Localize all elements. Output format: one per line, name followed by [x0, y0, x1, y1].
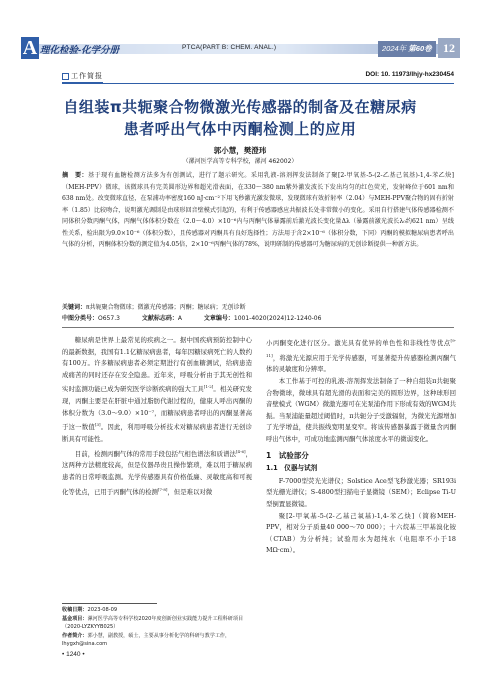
- clc-label: 中图分类号：: [62, 315, 99, 322]
- paragraph-text: ，这两种方法精度较高，但是仪器昂贵且操作繁琐，难以用于糖尿病患者的日常呼吸监测。光学传感器具有价格低廉、灵敏度高和可视化等优点，已用于丙酮气体的检测: [62, 449, 253, 496]
- body-column-left: [62, 335, 252, 498]
- paragraph-text: 目前，检测丙酮气体的常用手段包括气相色谱法和质谱法: [74, 449, 236, 458]
- paragraph: F-7000型荧光光谱仪；Solstice Ace型飞秒激光器；SR193i型光栅光谱仪；S-4800型扫描电子显微镜（SEM）；Eclipse Ti-U型倒置显微镜。: [266, 476, 456, 508]
- journal-header: [0, 37, 480, 59]
- citation[interactable]: [3]: [94, 422, 101, 428]
- section-heading: 1 试验部分: [266, 450, 309, 460]
- citation[interactable]: [4-6]: [236, 448, 246, 454]
- footnote-rule: [62, 603, 157, 604]
- article-number-item: [204, 315, 322, 322]
- abstract-text: 基于现有血糖检测方法多为有创测试，进行了题示研究。采用乳液-溶剂挥发法制备了聚[2-甲氧基-5-(2-乙基己氧基)-1,4-苯乙炔]（MEH-PPV）微球，该微球具有完美圆形边界和超光滑表面，在330～380 nm紫外激发波长下发出均匀的红色荧光，发射峰位于601 nm和638 nm处。改变微球直径，在泵浦功率密度160 nJ·cm⁻²下用飞秒激光激发微球，发现微球有效折射率（2.04）与MEH-PPV聚合物的固有折射率（1.85）比较吻合，说明激光调制是由球形回音壁模式引起的，有利于传感器感应共振波长处非常微小的变化。采用自行搭建气体传感器检测不同体积分数丙酮气体，丙酮气体体积分数在（2.0～4.0）×10⁻⁶内与丙酮气体暴露前后激光波长变化量Δλ（暴露前激光波长λ₀约621 nm）呈线性关系，检出限为9.0×10⁻⁶（体积分数），且传感器对丙酮具有良好选择性；方法用于含2×10⁻⁶（体积分数，下同）丙酮的模拟糖尿病患者呼出气体的分析，丙酮体积分数的测定值为4.05倍，2×10⁻⁶丙酮气体的78%，说明研制的传感器可为糖尿病的无创诊断提供一种新方法。: [62, 172, 454, 248]
- paragraph: [62, 335, 252, 446]
- article-title-line-1: 自组装π共轭聚合物微激光传感器的制备及在糖尿病: [63, 98, 417, 116]
- citation[interactable]: [7-8]: [157, 486, 168, 492]
- subsection-heading: 1.1 仪器与试剂: [266, 464, 318, 473]
- paragraph: [62, 446, 252, 499]
- keywords-text: π共轭聚合物微球；微激光传感器；丙酮；糖尿病；无创诊断: [86, 304, 246, 311]
- author-bio-label: 作者简介：: [62, 632, 88, 639]
- affiliation: （漯河医学高等专科学校，漯河 462002）: [182, 158, 298, 165]
- journal-logo: A: [22, 37, 38, 59]
- abstract-rule: [62, 327, 454, 328]
- fund-info: [62, 615, 252, 632]
- section-label: 工作简报: [62, 71, 103, 83]
- article-number-label: 文章编号：: [203, 315, 234, 322]
- keywords: [62, 303, 454, 313]
- paragraph-text: 。因此，利用呼吸分析技术对糖尿病患者进行无创诊断具有可能性。: [62, 423, 253, 443]
- paragraph-text: 。相关研究发现，丙酮主要是在肝脏中通过脂肪代谢过程的，健康人呼出丙酮的体积分数为（3.0～9.0）×10⁻⁷，而糖尿病患者呼出的丙酮显著高于这一数值: [62, 385, 253, 432]
- doi[interactable]: DOI: 10. 11973/lhjy-hx230454: [365, 71, 454, 78]
- citation[interactable]: [9-11]: [266, 338, 456, 358]
- page-number: • 1240 •: [62, 651, 85, 658]
- author-bio-value: 郭小慧，副教授，硕士，主要从事分析化学的科研与教学工作，lhygxh@sina.com: [62, 632, 231, 648]
- abstract-label: 摘 要：: [62, 172, 89, 179]
- clc-item: [62, 315, 120, 322]
- clc-value: O657.3: [98, 315, 120, 322]
- paragraph-text: 糖尿病是世界上最常见的疾病之一。据中国疾病预防控制中心的最新数据，我国有1.1亿糖尿病患者，每年因糖尿病死亡的人数约有100万。许多糖尿病患者必须定期进行有创血糖测试，给病患造成痛苦的同时还存在安全隐患。近年来，呼吸分析由于其无创性和实时监测功能已成为研究医学诊断疾病的强大工具: [62, 336, 252, 394]
- journal-title-en: PTCA(PART B: CHEM. ANAL.): [182, 44, 277, 51]
- citation[interactable]: [1-2]: [203, 384, 214, 390]
- authors: 郭小慧，樊澄玮: [213, 146, 267, 155]
- paragraph-text: ，将激光光源应用于光学传感器，可显著提升传感器检测丙酮气体的灵敏度和分辨率。: [266, 353, 456, 374]
- footnotes: [62, 606, 252, 649]
- body-column-right: [266, 335, 456, 557]
- received-date: [62, 606, 252, 615]
- keywords-label: 关键词：: [62, 304, 87, 311]
- paragraph-text: 小丙酮变化进行区分。激光具有优异的单色性和非线性等优点: [266, 339, 451, 348]
- paragraph: 聚[2-甲氧基-5-(2-乙基己氧基)-1,4-苯乙炔]（简称MEH-PPV，相对分子质量40 000～70 000）；十六烷基三甲基溴化铵（CTAB）为分析纯；试验用水为超纯水（电阻率不小于18 MΩ·cm）。: [266, 511, 456, 555]
- doc-code-item: [142, 315, 182, 322]
- article-number-value: 1001-4020(2024)12-1240-06: [233, 315, 322, 322]
- journal-title-cn: 理化检验-化学分册: [40, 45, 120, 56]
- article-title-line-2: 患者呼出气体中丙酮检测上的应用: [123, 120, 357, 138]
- doc-code-value: A: [177, 315, 182, 322]
- fund-value: 漯河医学高等专科学校2020年度创新创业实践能力提升工程科研项目（2020-LYZKYYB025）: [62, 615, 244, 631]
- doc-code-label: 文献标志码：: [141, 315, 178, 322]
- issue-number-tab: 12: [438, 38, 460, 58]
- received-label: 收稿日期：: [62, 607, 88, 613]
- abstract: [62, 170, 454, 251]
- paragraph: 本工作基于可控的乳液-溶剂挥发法制备了一种自组装π共轭聚合物微球，微球具有超光滑的表面和完美的圆形边界，这种球形回音壁模式（WGM）微激光器可在光泵浦作用下形成有效的WGM共振。当泵浦能量超过阈值时，π共轭分子受激辐射，为微光光源增加了光学增益，使共振线宽明显变窄。将该传感器暴露于微量含丙酮呼出气体中，可成功地监测丙酮气体浓度水平的微弱变化。: [266, 377, 456, 443]
- paragraph-text: ，但是难以对微: [167, 487, 213, 496]
- issue-volume: 第60卷: [408, 44, 432, 53]
- classification-line: [62, 314, 454, 324]
- paragraph: [266, 335, 456, 376]
- header-rule: [62, 83, 454, 84]
- issue-info: [378, 41, 436, 57]
- fund-label: 基金项目：: [62, 615, 88, 622]
- author-bio: [62, 632, 252, 649]
- received-value: 2023-08-09: [87, 607, 118, 613]
- issue-year: 2024年: [382, 44, 407, 53]
